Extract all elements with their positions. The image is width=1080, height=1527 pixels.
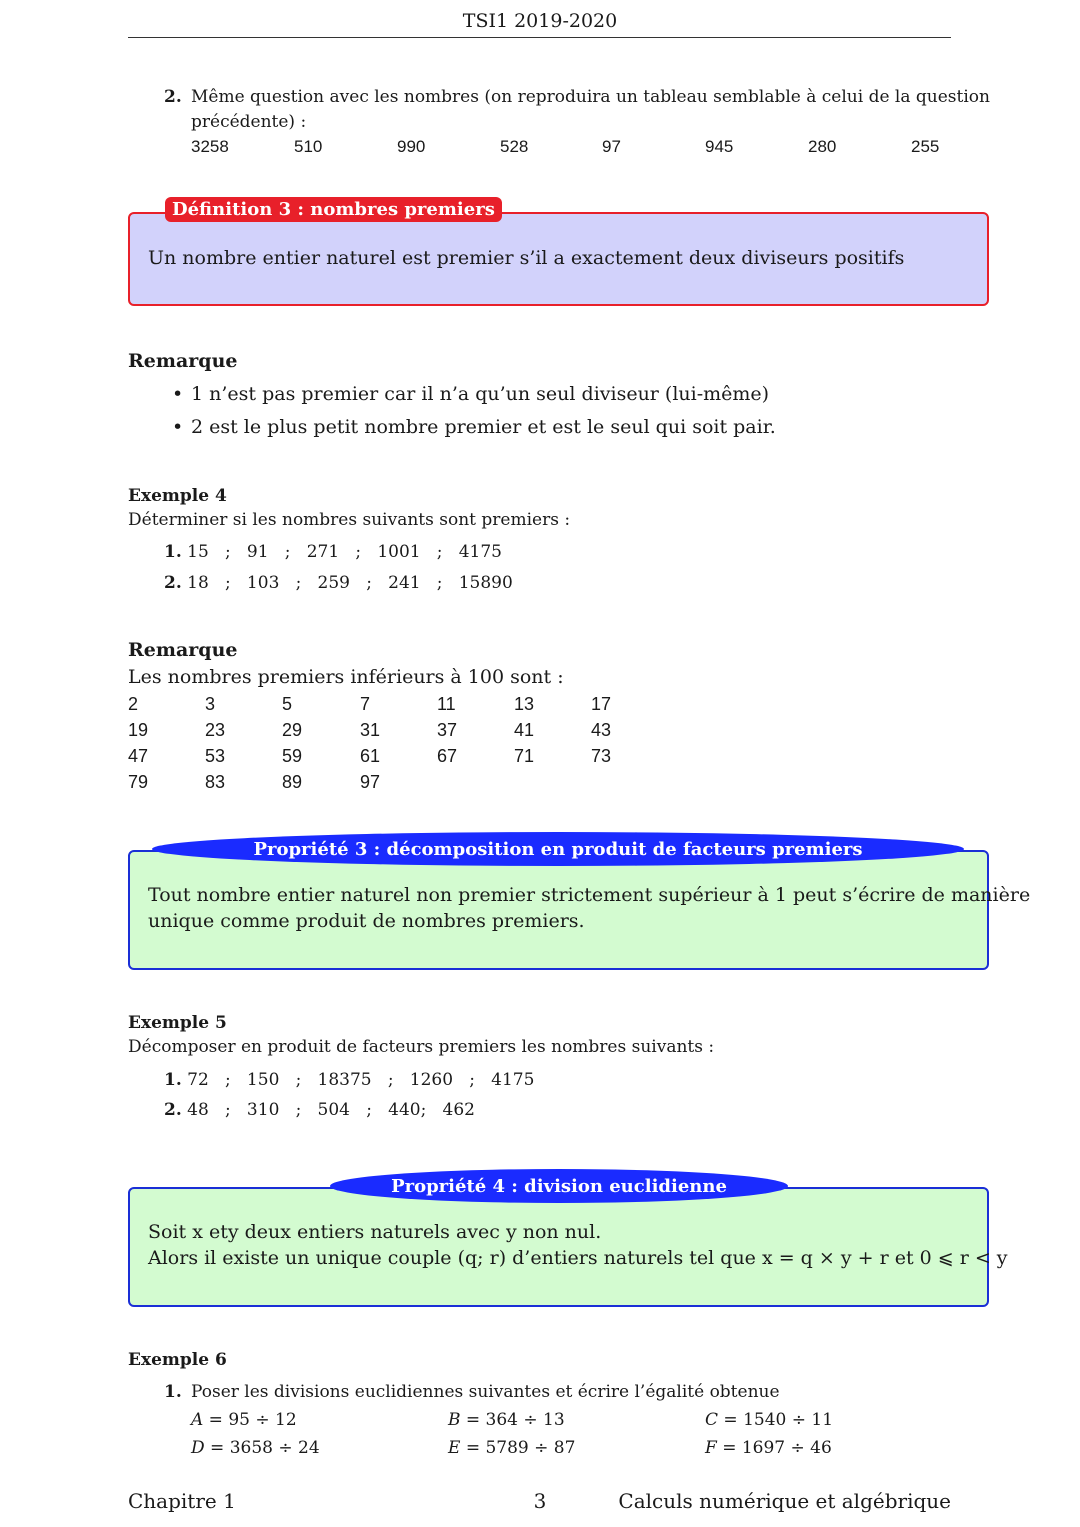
question-text-line1: Même question avec les nombres (on reproduira un tableau semblable à celui de la question bbox=[191, 87, 990, 107]
property-tag: Propriété 3 : décomposition en produit de facteurs premiers bbox=[152, 832, 964, 866]
prime-cell: 47 bbox=[128, 746, 149, 766]
number-item: 3258 bbox=[191, 137, 229, 156]
prime-cell: 41 bbox=[514, 720, 535, 740]
division-item bbox=[191, 1438, 320, 1458]
division-var: D bbox=[191, 1438, 205, 1458]
property-tag: Propriété 4 : division euclidienne bbox=[330, 1169, 788, 1203]
example-intro: Déterminer si les nombres suivants sont premiers : bbox=[128, 510, 571, 530]
property-text-line1: Tout nombre entier naturel non premier strictement supérieur à 1 peut s’écrire de manière bbox=[148, 884, 1031, 906]
line-values: 72 ; 150 ; 18375 ; 1260 ; 4175 bbox=[181, 1070, 535, 1090]
number-item: 510 bbox=[294, 137, 323, 156]
line-number: 1. bbox=[164, 542, 182, 562]
example-title: Exemple 5 bbox=[128, 1013, 227, 1033]
prime-cell: 83 bbox=[205, 772, 226, 792]
bullet-dot: • bbox=[172, 416, 184, 438]
prime-cell: 79 bbox=[128, 772, 149, 792]
line-values: 48 ; 310 ; 504 ; 440; 462 bbox=[181, 1100, 475, 1120]
prime-cell: 23 bbox=[205, 720, 226, 740]
prime-cell: 17 bbox=[591, 694, 612, 714]
prime-cell: 31 bbox=[360, 720, 381, 740]
property-text-line1: Soit x ety deux entiers naturels avec y non nul. bbox=[148, 1221, 602, 1243]
division-var: A bbox=[191, 1410, 204, 1430]
division-expr: = 1697 ÷ 46 bbox=[716, 1438, 832, 1458]
remark-bullet: 1 n’est pas premier car il n’a qu’un seul diviseur (lui-même) bbox=[191, 383, 770, 405]
prime-cell: 71 bbox=[514, 746, 535, 766]
number-item: 97 bbox=[602, 137, 621, 156]
remark-bullet: 2 est le plus petit nombre premier et est le seul qui soit pair. bbox=[191, 416, 776, 438]
prime-cell: 67 bbox=[437, 746, 458, 766]
division-item bbox=[448, 1410, 565, 1430]
division-item bbox=[705, 1438, 832, 1458]
prime-cell: 11 bbox=[437, 694, 456, 714]
bullet-dot: • bbox=[172, 383, 184, 405]
question-number: 2. bbox=[164, 87, 182, 107]
division-expr: = 1540 ÷ 11 bbox=[718, 1410, 834, 1430]
question-text-line2: précédente) : bbox=[191, 112, 307, 132]
footer-chapter-title: Calculs numérique et algébrique bbox=[618, 1489, 951, 1513]
item-number: 1. bbox=[164, 1382, 182, 1402]
prime-cell: 29 bbox=[282, 720, 303, 740]
prime-cell: 7 bbox=[360, 694, 371, 714]
division-var: F bbox=[705, 1438, 717, 1458]
line-values: 15 ; 91 ; 271 ; 1001 ; 4175 bbox=[181, 542, 502, 562]
property-text-line2: unique comme produit de nombres premiers. bbox=[148, 910, 585, 932]
example-line bbox=[164, 573, 513, 593]
line-number: 2. bbox=[164, 1100, 182, 1120]
division-var: B bbox=[448, 1410, 461, 1430]
prime-cell: 19 bbox=[128, 720, 149, 740]
division-expr: = 95 ÷ 12 bbox=[203, 1410, 297, 1430]
prime-cell: 89 bbox=[282, 772, 303, 792]
prime-cell: 61 bbox=[360, 746, 381, 766]
prime-cell: 97 bbox=[360, 772, 381, 792]
prime-cell: 3 bbox=[205, 694, 216, 714]
number-item: 528 bbox=[500, 137, 529, 156]
footer-chapter: Chapitre 1 bbox=[128, 1489, 236, 1513]
line-number: 2. bbox=[164, 573, 182, 593]
remark-title: Remarque bbox=[128, 639, 238, 661]
page-header-title: TSI1 2019-2020 bbox=[462, 10, 618, 32]
number-item: 255 bbox=[911, 137, 940, 156]
division-expr: = 5789 ÷ 87 bbox=[460, 1438, 576, 1458]
primes-table bbox=[0, 694, 1080, 804]
prime-cell: 2 bbox=[128, 694, 139, 714]
division-var: C bbox=[705, 1410, 719, 1430]
property-text-line2: Alors il existe un unique couple (q; r) d’entiers naturels tel que x = q × y + r et 0 ⩽ r < y bbox=[148, 1247, 1008, 1269]
prime-cell: 43 bbox=[591, 720, 612, 740]
prime-cell: 73 bbox=[591, 746, 612, 766]
question-numbers bbox=[0, 137, 1080, 161]
division-expr: = 3658 ÷ 24 bbox=[204, 1438, 320, 1458]
example-title: Exemple 4 bbox=[128, 486, 227, 506]
prime-cell: 13 bbox=[514, 694, 535, 714]
division-item bbox=[448, 1438, 575, 1458]
division-var: E bbox=[448, 1438, 461, 1458]
example-title: Exemple 6 bbox=[128, 1350, 227, 1370]
example-line bbox=[164, 1100, 475, 1120]
number-item: 945 bbox=[705, 137, 734, 156]
line-values: 18 ; 103 ; 259 ; 241 ; 15890 bbox=[181, 573, 513, 593]
definition-text: Un nombre entier naturel est premier s’il a exactement deux diviseurs positifs bbox=[148, 247, 905, 269]
example-line bbox=[164, 542, 502, 562]
prime-cell: 53 bbox=[205, 746, 226, 766]
prime-cell: 59 bbox=[282, 746, 303, 766]
definition-tag: Définition 3 : nombres premiers bbox=[165, 197, 502, 222]
remark-title: Remarque bbox=[128, 350, 238, 372]
prime-cell: 5 bbox=[282, 694, 293, 714]
line-number: 1. bbox=[164, 1070, 182, 1090]
page-number: 3 bbox=[533, 1489, 547, 1513]
division-item bbox=[191, 1410, 297, 1430]
example-intro: Décomposer en produit de facteurs premiers les nombres suivants : bbox=[128, 1037, 715, 1057]
item-text: Poser les divisions euclidiennes suivantes et écrire l’égalité obtenue bbox=[191, 1382, 780, 1402]
division-expr: = 364 ÷ 13 bbox=[460, 1410, 565, 1430]
number-item: 990 bbox=[397, 137, 426, 156]
prime-cell: 37 bbox=[437, 720, 458, 740]
header-divider bbox=[128, 37, 951, 38]
remark-intro: Les nombres premiers inférieurs à 100 sont : bbox=[128, 666, 564, 688]
example-line bbox=[164, 1070, 534, 1090]
division-item bbox=[705, 1410, 833, 1430]
number-item: 280 bbox=[808, 137, 837, 156]
